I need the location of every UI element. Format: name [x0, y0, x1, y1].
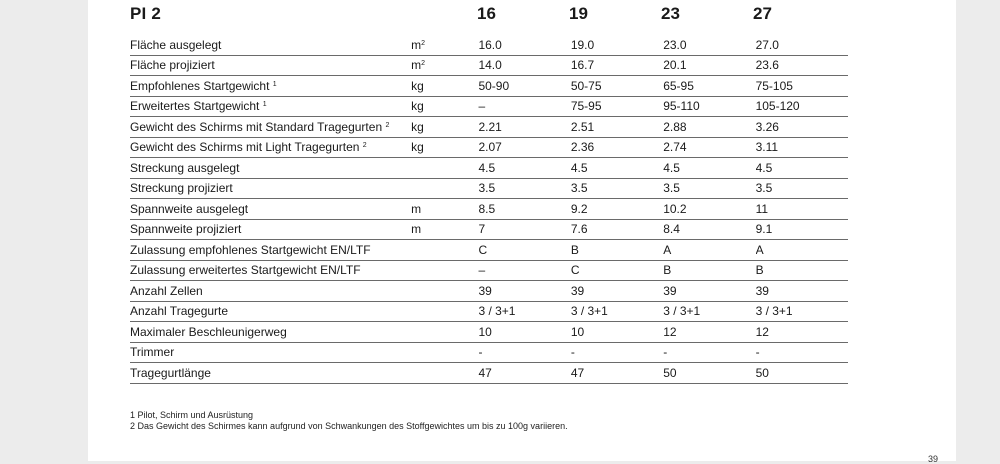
table-cell: 10: [478, 322, 570, 343]
size-column-header: 19: [569, 4, 588, 23]
row-unit: [411, 117, 478, 138]
table-cell: 20.1: [663, 55, 755, 76]
row-unit: [411, 342, 478, 363]
table-row: [130, 219, 848, 240]
row-label: [130, 301, 411, 322]
table-cell: -: [663, 342, 755, 363]
row-label: [130, 363, 411, 384]
table-cell: 2.36: [571, 137, 663, 158]
table-cell: 12: [756, 322, 848, 343]
row-label: [130, 117, 411, 138]
row-label: [130, 281, 411, 302]
row-unit: [411, 322, 478, 343]
table-cell: B: [756, 260, 848, 281]
row-label: [130, 199, 411, 220]
table-cell: 75-95: [571, 96, 663, 117]
row-label: [130, 219, 411, 240]
row-label: [130, 96, 411, 117]
table-cell: A: [663, 240, 755, 261]
table-cell: 47: [478, 363, 570, 384]
table-row: [130, 35, 848, 55]
footnote-1: 1 Pilot, Schirm und Ausrüstung: [130, 410, 254, 420]
table-cell: 2.88: [663, 117, 755, 138]
size-column-header: 23: [661, 4, 680, 23]
table-cell: 3.11: [756, 137, 848, 158]
footnote-marker: 2: [385, 121, 390, 129]
table-cell: 50: [663, 363, 755, 384]
row-label-text: Trimmer: [130, 345, 175, 360]
table-cell: 3 / 3+1: [478, 301, 570, 322]
table-row: [130, 199, 848, 220]
table-cell: 10.2: [663, 199, 755, 220]
table-row: [130, 260, 848, 281]
page-number: 39: [928, 454, 939, 464]
table-cell: B: [571, 240, 663, 261]
table-cell: 4.5: [756, 158, 848, 179]
table-cell: 8.4: [663, 219, 755, 240]
table-cell: 50-90: [478, 76, 570, 97]
table-cell: 50: [756, 363, 848, 384]
table-cell: 7.6: [571, 219, 663, 240]
row-label-text: Fläche projiziert: [130, 58, 215, 73]
unit-text: kg: [411, 140, 424, 155]
table-row: [130, 117, 848, 138]
table-row: [130, 363, 848, 384]
unit-text: kg: [411, 78, 424, 93]
unit-exponent: 2: [421, 39, 426, 47]
table-cell: 2.74: [663, 137, 755, 158]
table-cell: 11: [756, 199, 848, 220]
table-row: [130, 137, 848, 158]
unit-exponent: 2: [421, 60, 426, 68]
table-cell: 14.0: [478, 55, 570, 76]
row-label: [130, 342, 411, 363]
table-cell: 50-75: [571, 76, 663, 97]
table-cell: 23.0: [663, 35, 755, 55]
row-unit: [411, 158, 478, 179]
row-unit: [411, 96, 478, 117]
table-row: [130, 96, 848, 117]
table-cell: A: [756, 240, 848, 261]
row-unit: [411, 240, 478, 261]
table-cell: 3.5: [571, 178, 663, 199]
specifications-table: [130, 35, 848, 384]
footnote-marker: 1: [272, 80, 277, 88]
table-cell: 9.2: [571, 199, 663, 220]
table-cell: 12: [663, 322, 755, 343]
table-cell: 19.0: [571, 35, 663, 55]
table-cell: 3 / 3+1: [571, 301, 663, 322]
table-cell: -: [478, 342, 570, 363]
row-unit: [411, 55, 478, 76]
footnotes: [130, 410, 650, 432]
row-label-text: Zulassung erweitertes Startgewicht EN/LTF: [130, 263, 361, 278]
table-cell: 95-110: [663, 96, 755, 117]
unit-text: kg: [411, 99, 424, 114]
row-label: [130, 76, 411, 97]
table-cell: 75-105: [756, 76, 848, 97]
row-unit: [411, 219, 478, 240]
footnote-marker: 2: [362, 142, 367, 150]
row-label: [130, 240, 411, 261]
row-unit: [411, 301, 478, 322]
table-cell: 3 / 3+1: [663, 301, 755, 322]
row-label: [130, 35, 411, 55]
row-label-text: Anzahl Tragegurte: [130, 304, 229, 319]
table-cell: 23.6: [756, 55, 848, 76]
table-cell: 27.0: [756, 35, 848, 55]
table-cell: 7: [478, 219, 570, 240]
table-cell: 9.1: [756, 219, 848, 240]
table-cell: 10: [571, 322, 663, 343]
table-row: [130, 342, 848, 363]
table-cell: 39: [571, 281, 663, 302]
row-unit: [411, 199, 478, 220]
table-row: [130, 240, 848, 261]
row-unit: [411, 76, 478, 97]
table-cell: 8.5: [478, 199, 570, 220]
table-row: [130, 322, 848, 343]
table-cell: 4.5: [478, 158, 570, 179]
table-cell: 4.5: [571, 158, 663, 179]
row-label-text: Erweitertes Startgewicht: [130, 99, 260, 114]
size-column-header: 27: [753, 4, 772, 23]
model-name: PI 2: [130, 4, 162, 23]
table-cell: –: [478, 96, 570, 117]
table-cell: C: [478, 240, 570, 261]
table-row: [130, 55, 848, 76]
table-cell: C: [571, 260, 663, 281]
table-cell: 105-120: [756, 96, 848, 117]
row-unit: [411, 260, 478, 281]
table-header: [130, 4, 848, 26]
row-label-text: Gewicht des Schirms mit Standard Tragegurten: [130, 119, 383, 134]
row-unit: [411, 35, 478, 55]
row-label-text: Spannweite projiziert: [130, 222, 242, 237]
table-cell: -: [571, 342, 663, 363]
table-cell: 3.5: [756, 178, 848, 199]
table-cell: 16.7: [571, 55, 663, 76]
table-cell: 3.5: [478, 178, 570, 199]
unit-text: m: [411, 201, 422, 216]
row-label: [130, 178, 411, 199]
unit-text: m: [411, 222, 422, 237]
row-label-text: Tragegurtlänge: [130, 365, 211, 380]
row-label: [130, 137, 411, 158]
row-label-text: Gewicht des Schirms mit Light Tragegurten: [130, 140, 360, 155]
table-row: [130, 76, 848, 97]
row-unit: [411, 363, 478, 384]
table-cell: 3.26: [756, 117, 848, 138]
table-cell: 47: [571, 363, 663, 384]
table-cell: 16.0: [478, 35, 570, 55]
table-row: [130, 301, 848, 322]
row-label-text: Fläche ausgelegt: [130, 37, 222, 52]
row-label-text: Spannweite ausgelegt: [130, 201, 249, 216]
row-label: [130, 322, 411, 343]
row-label-text: Streckung ausgelegt: [130, 160, 240, 175]
row-label-text: Streckung projiziert: [130, 181, 233, 196]
table-cell: 39: [756, 281, 848, 302]
table-cell: 2.51: [571, 117, 663, 138]
table-cell: 39: [478, 281, 570, 302]
table-cell: 3.5: [663, 178, 755, 199]
row-label-text: Anzahl Zellen: [130, 283, 203, 298]
table-cell: 2.21: [478, 117, 570, 138]
table-cell: 4.5: [663, 158, 755, 179]
row-label: [130, 55, 411, 76]
table-cell: 65-95: [663, 76, 755, 97]
table-row: [130, 178, 848, 199]
table-cell: -: [756, 342, 848, 363]
size-column-header: 16: [477, 4, 496, 23]
footnote-2: 2 Das Gewicht des Schirmes kann aufgrund von Schwankungen des Stoffgewichtes um bis zu 100g variieren.: [130, 421, 568, 431]
row-unit: [411, 178, 478, 199]
row-label-text: Zulassung empfohlenes Startgewicht EN/LTF: [130, 242, 371, 257]
unit-text: kg: [411, 119, 424, 134]
row-label: [130, 260, 411, 281]
unit-text: m: [411, 37, 422, 52]
table-cell: B: [663, 260, 755, 281]
table-cell: 39: [663, 281, 755, 302]
row-unit: [411, 281, 478, 302]
table-row: [130, 281, 848, 302]
row-unit: [411, 137, 478, 158]
row-label-text: Empfohlenes Startgewicht: [130, 78, 270, 93]
row-label-text: Maximaler Beschleunigerweg: [130, 324, 287, 339]
unit-text: m: [411, 58, 422, 73]
footnote-marker: 1: [262, 101, 267, 109]
table-row: [130, 158, 848, 179]
table-cell: 3 / 3+1: [756, 301, 848, 322]
row-label: [130, 158, 411, 179]
table-cell: 2.07: [478, 137, 570, 158]
table-cell: –: [478, 260, 570, 281]
